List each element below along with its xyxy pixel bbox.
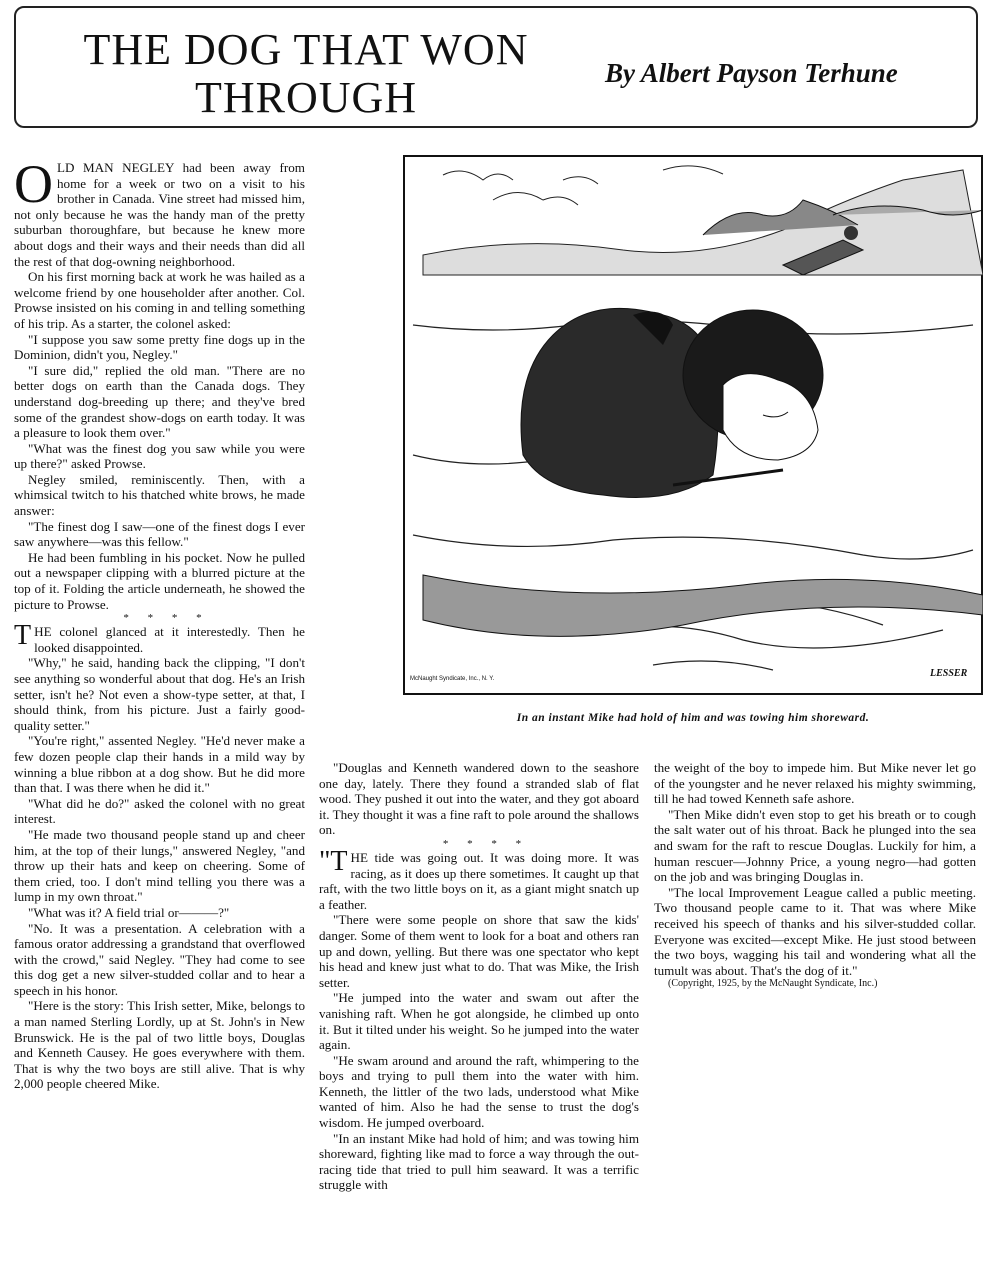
illustration-dog-rescue — [403, 155, 983, 695]
paragraph: "No. It was a presentation. A celebration with a famous orator addressing a grandstand that overflowed with the crowd," said Negley. "They had come to see this dog get a new silver-studded collar and to hear a speech in his honor. — [14, 920, 305, 998]
column-1 — [14, 154, 305, 1092]
paragraph: "What did he do?" asked the colonel with no great interest. — [14, 795, 305, 827]
paragraph: "What was it? A field trial or———?" — [28, 904, 230, 920]
section-break: * * * * — [123, 612, 210, 625]
column-3 — [654, 760, 976, 990]
paragraph: "THE tide was going out. It was doing more. It was racing, as it does up there sometimes. It caught up that raft, with the two little boys on it, as a giant might snatch up a feather. — [319, 845, 639, 912]
illustration-credit: McNaught Syndicate, Inc., N. Y. — [410, 676, 495, 682]
column-2 — [319, 760, 639, 1193]
paragraph: THE colonel glanced at it interestedly. Then he looked disappointed. — [14, 620, 305, 655]
paragraph: "Then Mike didn't even stop to get his breath or to cough the salt water out of his throat. Back he plunged into the sea and swam for the raft to rescue Douglas. Luckily for him, a human rescuer—Johnny Price, a young negro—had gotten on the job and was bringing Douglas in. — [654, 806, 976, 885]
artist-signature: LESSER — [930, 668, 968, 679]
paragraph: On his first morning back at work he was hailed as a welcome friend by one householder after another. Col. Prowse insisted on his coming in and telling something of his trip. As a starter, the colonel asked: — [14, 269, 305, 331]
paragraph: "He jumped into the water and swam out after the vanishing raft. When he got alongside, he climbed up onto it. But it tilted under his weight. So he jumped into the water again. — [319, 990, 639, 1053]
illustration-caption: In an instant Mike had hold of him and was towing him shoreward. — [516, 712, 870, 724]
article-title: THE DOG THAT WON THROUGH — [83, 25, 529, 122]
paragraph: "Here is the story: This Irish setter, Mike, belongs to a man named Sterling Lordly, up at St. John's in New Brunswick. He is the pal of two little boys, Douglas and Kenneth Causey. He goes everywhere with them. That is why the two boys are still alive. That is why 2,000 people cheered Mike. — [14, 998, 305, 1092]
paragraph: "He made two thousand people stand up and cheer him, at the top of their lungs," answered Negley, "and throw up their hats and keep on cheering. Some of them cried, too. I don't mind telling you there was a lump in my own throat." — [14, 826, 305, 905]
paragraph: "The finest dog I saw—one of the finest dogs I ever saw anywhere—was this fellow." — [14, 518, 305, 550]
paragraph: "The local Improvement League called a public meeting. Two thousand people came to it. That was where Mike received his speech of thanks and his silver-studded collar. Everyone was excited—except Mike. He just stood between the two boys, wagging his tail and wondering what all the tumult was about. That's the dog of it." — [654, 884, 976, 978]
paragraph: "I suppose you saw some pretty fine dogs up in the Dominion, didn't you, Negley." — [14, 331, 305, 363]
paragraph: the weight of the boy to impede him. But Mike never let go of the youngster and he never relaxed his mighty swimming, till he had towed Kenneth safe ashore. — [654, 760, 976, 807]
paragraph: "Douglas and Kenneth wandered down to the seashore one day, lately. There they found a stranded slab of flat wood. They pushed it out into the water, and they got aboard it. They thought it was a fine raft to pole around the shallows on. — [319, 760, 639, 838]
paragraph: He had been fumbling in his pocket. Now he pulled out a newspaper clipping with a blurred picture at the top of it. Folding the article underneath, he showed the picture to Prowse. — [14, 549, 305, 612]
paragraph: "There were some people on shore that saw the kids' danger. Some of them went to look for a boat and others ran up and down, yelling. But there was one spectator who kept his head and knew just what to do. That was Mike, the Irish setter. — [319, 912, 639, 990]
byline: By Albert Payson Terhune — [605, 58, 898, 88]
paragraph: Negley smiled, reminiscently. Then, with a whimsical twitch to his thatched white brows, he made answer: — [14, 471, 305, 519]
paragraph: "He swam around and around the raft, whimpering to the boys and trying to pull them into the water with him. Kenneth, the littler of the two lads, understood what Mike wanted of him. Also he had the sense to trust the dog's wisdom. He jumped overboard. — [319, 1052, 639, 1131]
paragraph: "You're right," assented Negley. "He'd never make a few dozen people clap their hands in a mild way by winning a blue ribbon at a dog show. But he did more than that. I was there when he did it." — [14, 733, 305, 796]
paragraph: "Why," he said, handing back the clipping, "I don't see anything so wonderful about that dog. He's an Irish setter, isn't he? Not even a show-type setter, at that, I should think, from his picture. Just a fairly good-quality setter." — [14, 655, 305, 733]
drop-cap: "T — [319, 845, 348, 877]
paragraph: "I sure did," replied the old man. "There are no better dogs on earth than the Canada dogs. They understand dog-breeding up there; and they've bred some of the grandest show-dogs on earth today. It was a pleasure to look them over." — [14, 362, 305, 441]
lead-paragraph: OLD MAN NEGLEY had been away from home for a week or two on a visit to his brother in Canada. Vine street had missed him, not only because he was the handy man of the pretty suburban thoroughfare, but because he knew more about dogs and their ways and their needs than did all the rest of that dog-owning neighborhood. — [14, 154, 305, 269]
copyright-notice: (Copyright, 1925, by the McNaught Syndicate, Inc.) — [668, 978, 878, 990]
drop-cap: T — [14, 620, 32, 652]
paragraph: "What was the finest dog you saw while you were up there?" asked Prowse. — [14, 440, 305, 472]
paragraph: "In an instant Mike had hold of him; and was towing him shoreward, fighting like mad to force a way through the out-racing tide that tried to pull him seaward. It was a terrific struggle with — [319, 1130, 639, 1193]
drop-cap: O — [14, 154, 53, 214]
section-break: * * * * — [442, 837, 530, 850]
